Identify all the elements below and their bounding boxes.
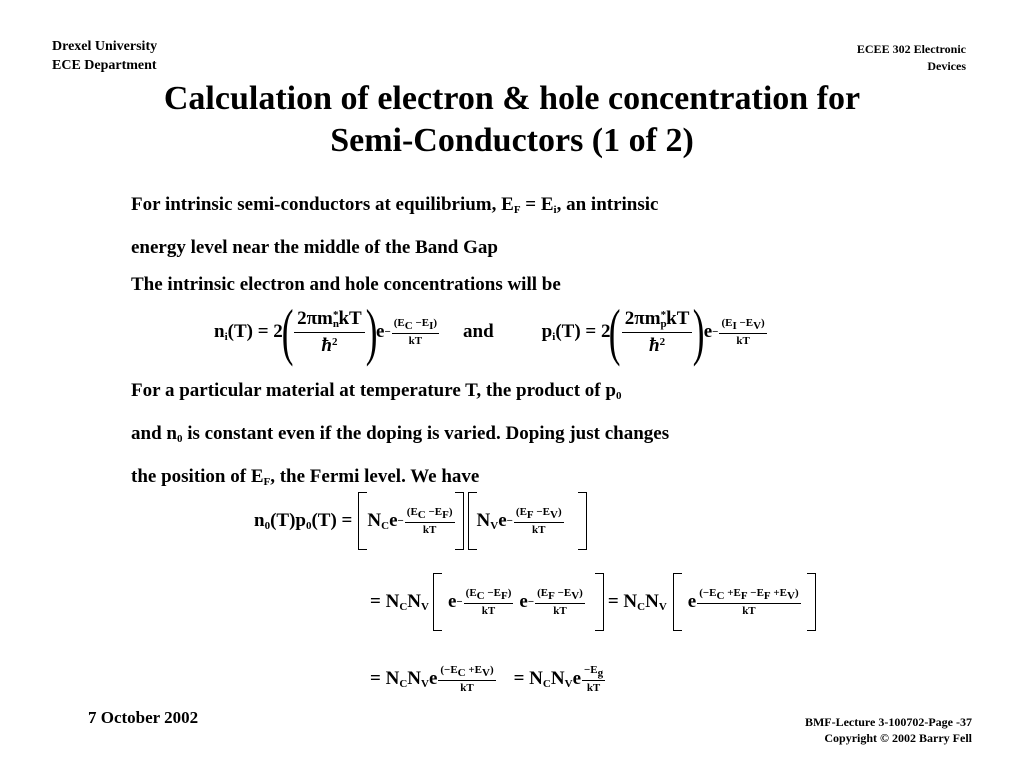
intro-line3: The intrinsic electron and hole concentrations will be (131, 274, 561, 295)
slide-title-line1: Calculation of electron & hole concentration for (163, 80, 861, 117)
footer-date: 7 October 2002 (88, 708, 199, 727)
slide-title (0, 78, 1024, 162)
slide-title-line2: Semi-Conductors (1 of 2) (330, 122, 694, 159)
intro-line1: For intrinsic semi-conductors at equilibrium, $E_F = E_i$, an intrinsic (131, 194, 659, 216)
intrinsic-equations: $n_i(T) = 2$ ( $\frac{2\pi m_n^*kT}{ħ^2}$ ) e − $\frac{(E_C -E_I)}{kT}$ and $p_i(T) = 2$ ( $\frac{2\pi m_p^*kT}{ħ^2}$ ) e − $\frac{(E_I -E_V)}{kT}$ (214, 296, 765, 367)
product-line1: For a particular material at temperature T, the product of $p_0$ (131, 380, 622, 402)
header-course (857, 41, 966, 75)
product-line3: the position of $E_F$, the Fermi level. We have (131, 466, 480, 488)
pi-equation: $p_i(T) = 2$ (541, 321, 611, 343)
product-paragraph (131, 372, 855, 501)
footer-copyright: Copyright © 2002 Barry Fell (824, 731, 972, 745)
header-university: Drexel University (52, 39, 158, 54)
footer-page-number: BMF-Lecture 3-100702-Page -37 (804, 715, 972, 729)
product-equation-line3: = $N_CN_Ve$ $\frac{(-E_C +E_V)}{kT}$ = $N_CN_Ve$ $\frac{-E_g}{kT}$ (370, 664, 604, 694)
product-equation-line1: $n_0(T)p_0(T)$ = $N_Ce$ − $\frac{(E_C -E_F)}{kT}$ $N_Ve$ − $\frac{(E_F -E_V)}{kT}$ (254, 489, 587, 553)
and-word: and (463, 321, 494, 342)
intro-line2: energy level near the middle of the Band Gap (131, 237, 498, 258)
footer-page-info (805, 714, 972, 746)
product-line2: and $n_0$ is constant even if the doping is varied. Doping just changes (131, 423, 670, 445)
header-course-line2: Devices (927, 59, 966, 73)
product-equation-line2: = $N_CN_V$ e − $\frac{(E_C -E_F)}{kT}$ e − $\frac{(E_F -E_V)}{kT}$ = $N_CN_V$ e $\frac{(-E_C +E_F -E_F +E_V)}{kT}$ (370, 570, 816, 634)
intro-paragraph (131, 186, 658, 303)
header-course-line1: ECEE 302 Electronic (856, 42, 966, 56)
header-institution (52, 37, 157, 75)
header-department: ECE Department (52, 58, 157, 73)
ni-equation: $n_i(T) = 2$ (214, 321, 283, 343)
